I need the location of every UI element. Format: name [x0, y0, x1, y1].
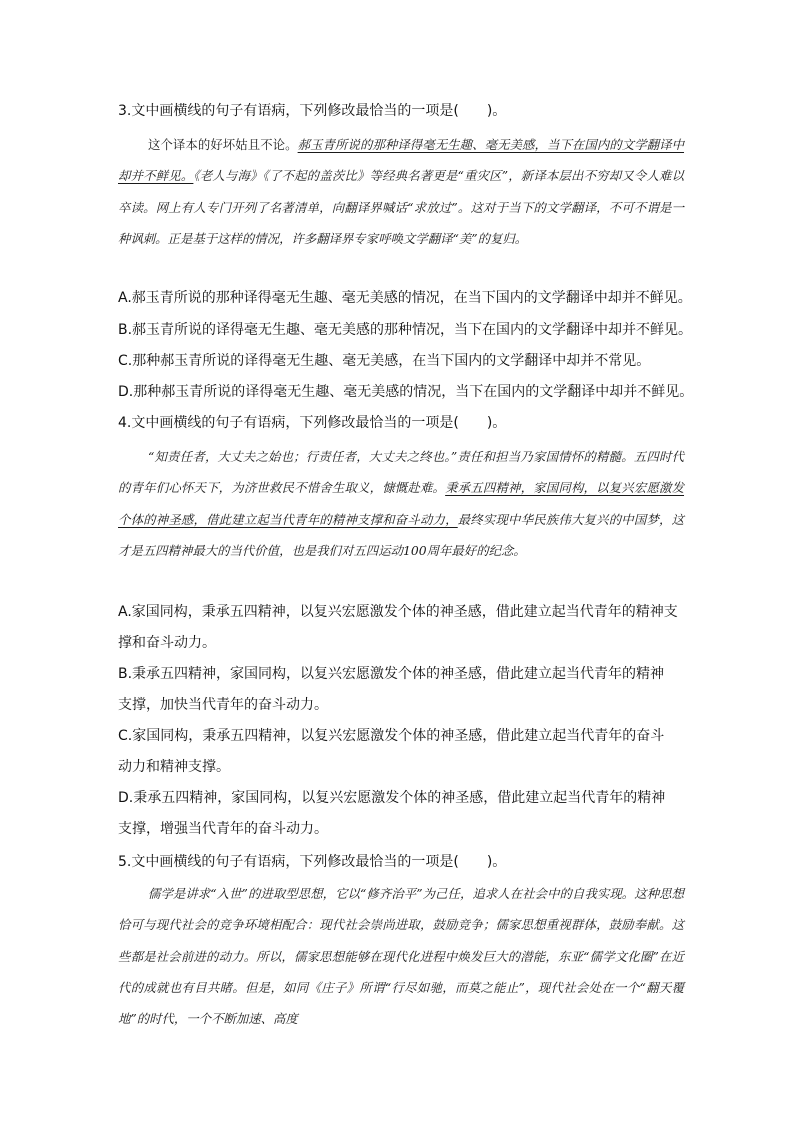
underlined-sentence: 秉承五四精神，家国同构，以复兴宏愿激发个体的神圣感，借此建立起当代青年的精神支撑和奋斗动力，	[118, 480, 685, 527]
option-a: A.郝玉青所说的那种译得毫无生趣、毫无美感的情况，在当下国内的文学翻译中却并不鲜见。	[118, 290, 692, 306]
option-c: C.那种郝玉青所说的译得毫无生趣、毫无美感，在当下国内的文学翻译中却并不常见。	[118, 353, 651, 369]
question-3-passage	[118, 129, 684, 287]
option-d: D.那种郝玉青所说的译得毫无生趣、毫无美感的情况，当下在国内的文学翻译中却并不鲜见。	[118, 384, 694, 400]
option-d: D.秉承五四精神，家国同构，以复兴宏愿激发个体的神圣感，借此建立起当代青年的精神支撑，增强当代青年的奋斗动力。	[118, 790, 666, 837]
question-5-passage: 儒学是讲求“入世”的进取型思想，它以“修齐治平”为己任，追求人在社会中的自我实现。这种思想恰可与现代社会的竞争环境相配合：现代社会崇尚进取，鼓励竞争；儒家思想重视群体，鼓励奉献。这些都是社会前进的动力。所以，儒家思想能够在现代化进程中焕发巨大的潜能，东亚“儒学文化圈”在近代的成就也有目共睹。但是，如同《庄子》所谓“行尽如驰，而莫之能止”，现代社会处在一个“翻天覆地”的时代，一个不断加速、高度	[118, 886, 684, 1027]
question-5-stem: 5.文中画横线的句子有语病，下列修改最恰当的一项是( )。	[118, 854, 507, 870]
option-a: A.家国同构，秉承五四精神，以复兴宏愿激发个体的神圣感，借此建立起当代青年的精神支撑和奋斗动力。	[118, 604, 678, 651]
passage-text: “知责任者，大丈夫之始也；行责任者，大丈夫之终也。”责任和担当乃家国情怀的精髓。五四时代的青年们心怀天下，为济世救民不惜舍生取义，慷慨赴难。	[118, 449, 684, 496]
underlined-sentence: 郝玉青所说的那种译得毫无生趣、毫无美感，当下在国内的文学翻译中却并不鲜见。	[118, 137, 685, 184]
passage-text: 《老人与海》《了不起的盖茨比》等经典名著更是“重灾区”，新译本层出不穷却又令人难以卒读。网上有人专门开列了名著清单，向翻译界喊话“求放过”。这对于当下的文学翻译，不可不谓是一种讽刺。正是基于这样的情况，许多翻译界专家呼唤文学翻译“美”的复归。	[118, 168, 684, 246]
question-4-stem: 4.文中画横线的句子有语病，下列修改最恰当的一项是( )。	[118, 415, 507, 431]
option-b: B.郝玉青所说的译得毫无生趣、毫无美感的那种情况，当下在国内的文学翻译中却并不鲜见。	[118, 322, 693, 338]
question-4-passage	[118, 441, 684, 599]
passage-text: 最终实现中华民族伟大复兴的中国梦，这才是五四精神最大的当代价值，也是我们对五四运动100周年最好的纪念。	[118, 511, 685, 558]
question-3-stem: 3.文中画横线的句子有语病，下列修改最恰当的一项是( )。	[118, 103, 507, 119]
option-c: C.家国同构，秉承五四精神，以复兴宏愿激发个体的神圣感，借此建立起当代青年的奋斗动力和精神支撑。	[118, 728, 665, 775]
option-b: B.秉承五四精神，家国同构，以复兴宏愿激发个体的神圣感，借此建立起当代青年的精神支撑，加快当代青年的奋斗动力。	[118, 666, 665, 713]
passage-text: 这个译本的好坏姑且不论。	[148, 137, 298, 152]
